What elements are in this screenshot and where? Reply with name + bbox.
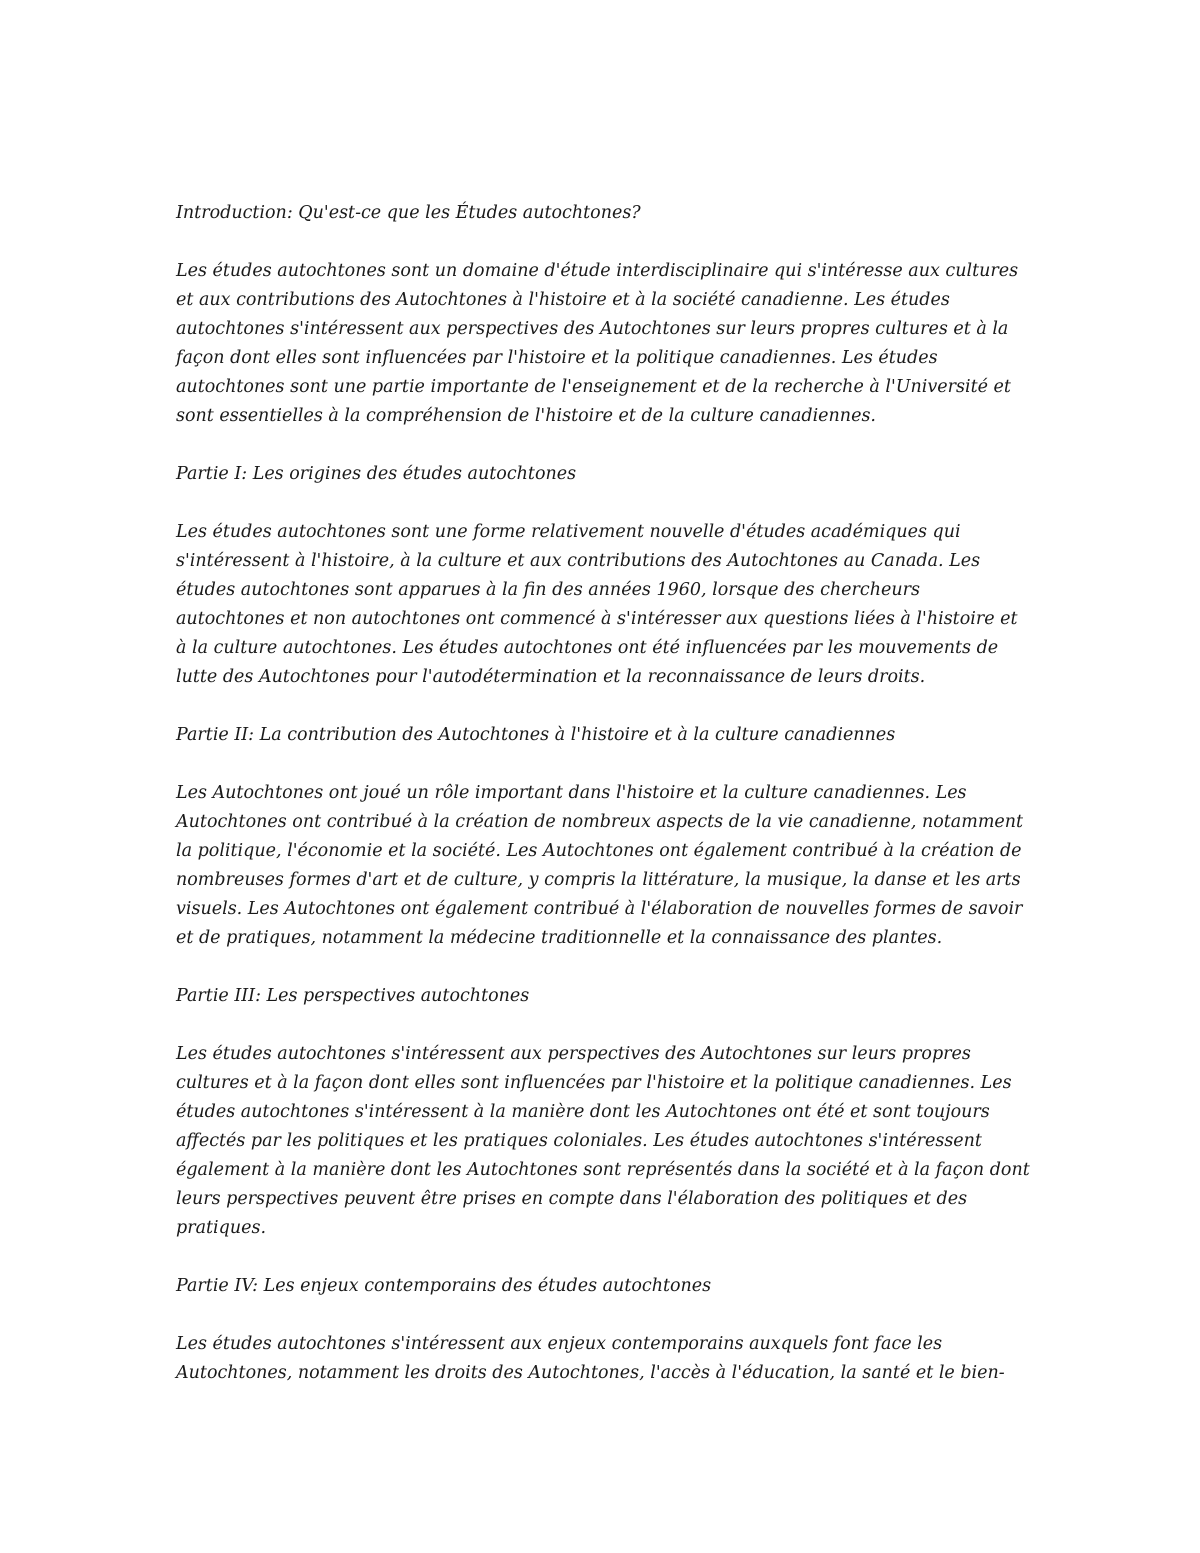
text-line: Les études autochtones s'intéressent aux enjeux contemporains auxquels font face les [176,1334,943,1354]
text-line: Les études autochtones s'intéressent aux perspectives des Autochtones sur leurs propres [176,1044,971,1064]
part2-heading: Partie II: La contribution des Autochtones à l'histoire et à la culture canadiennes [176,725,896,745]
paragraph-gap [176,1011,1036,1040]
paragraph-gap [176,489,1036,518]
text-line: Les Autochtones ont joué un rôle important dans l'histoire et la culture canadiennes. Les [176,783,967,803]
text-line: Les études autochtones sont une forme relativement nouvelle d'études académiques qui [176,522,961,542]
intro-heading: Introduction: Qu'est-ce que les Études autochtones? [176,203,641,223]
part1-heading: Partie I: Les origines des études autochtones [176,464,577,484]
paragraph-gap [176,750,1036,779]
text-line: façon dont elles sont influencées par l'histoire et la politique canadiennes. Les études [176,348,938,368]
text-line: la politique, l'économie et la société. Les Autochtones ont également contribué à la création de [176,841,1022,861]
part1-paragraph [176,518,1036,692]
paragraph-gap [176,953,1036,982]
text-line: études autochtones s'intéressent à la manière dont les Autochtones ont été et sont toujours [176,1102,990,1122]
paragraph-gap [176,228,1036,257]
text-line: études autochtones sont apparues à la fin des années 1960, lorsque des chercheurs [176,580,920,600]
part4-paragraph [176,1330,1036,1388]
text-line: lutte des Autochtones pour l'autodétermination et la reconnaissance de leurs droits. [176,667,926,687]
text-line: Les études autochtones sont un domaine d'étude interdisciplinaire qui s'intéresse aux cultures [176,261,1019,281]
text-line: sont essentielles à la compréhension de l'histoire et de la culture canadiennes. [176,406,876,426]
document-body [176,199,1036,1388]
text-line: leurs perspectives peuvent être prises en compte dans l'élaboration des politiques et des [176,1189,968,1209]
text-line: nombreuses formes d'art et de culture, y compris la littérature, la musique, la danse et les arts [176,870,1021,890]
text-line: affectés par les politiques et les pratiques coloniales. Les études autochtones s'intéressent [176,1131,982,1151]
part3-heading: Partie III: Les perspectives autochtones [176,986,530,1006]
paragraph-gap [176,431,1036,460]
paragraph-gap [176,692,1036,721]
text-line: autochtones s'intéressent aux perspectives des Autochtones sur leurs propres cultures et à la [176,319,1009,339]
part2-paragraph [176,779,1036,953]
text-line: et aux contributions des Autochtones à l'histoire et à la société canadienne. Les études [176,290,950,310]
text-line: cultures et à la façon dont elles sont influencées par l'histoire et la politique canadiennes. Les [176,1073,1012,1093]
intro-paragraph [176,257,1036,431]
text-line: autochtones sont une partie importante de l'enseignement et de la recherche à l'Université et [176,377,1011,397]
part4-heading: Partie IV: Les enjeux contemporains des études autochtones [176,1276,712,1296]
text-line: Autochtones, notamment les droits des Autochtones, l'accès à l'éducation, la santé et le bien- [176,1363,1005,1383]
text-line: s'intéressent à l'histoire, à la culture et aux contributions des Autochtones au Canada. Les [176,551,981,571]
text-line: également à la manière dont les Autochtones sont représentés dans la société et à la façon dont [176,1160,1030,1180]
paragraph-gap [176,1243,1036,1272]
text-line: visuels. Les Autochtones ont également contribué à l'élaboration de nouvelles formes de savoir [176,899,1023,919]
part3-paragraph [176,1040,1036,1243]
text-line: autochtones et non autochtones ont commencé à s'intéresser aux questions liées à l'histoire et [176,609,1018,629]
text-line: pratiques. [176,1218,267,1238]
text-line: à la culture autochtones. Les études autochtones ont été influencées par les mouvements de [176,638,999,658]
paragraph-gap [176,1301,1036,1330]
text-line: et de pratiques, notamment la médecine traditionnelle et la connaissance des plantes. [176,928,943,948]
text-line: Autochtones ont contribué à la création de nombreux aspects de la vie canadienne, notamment [176,812,1024,832]
